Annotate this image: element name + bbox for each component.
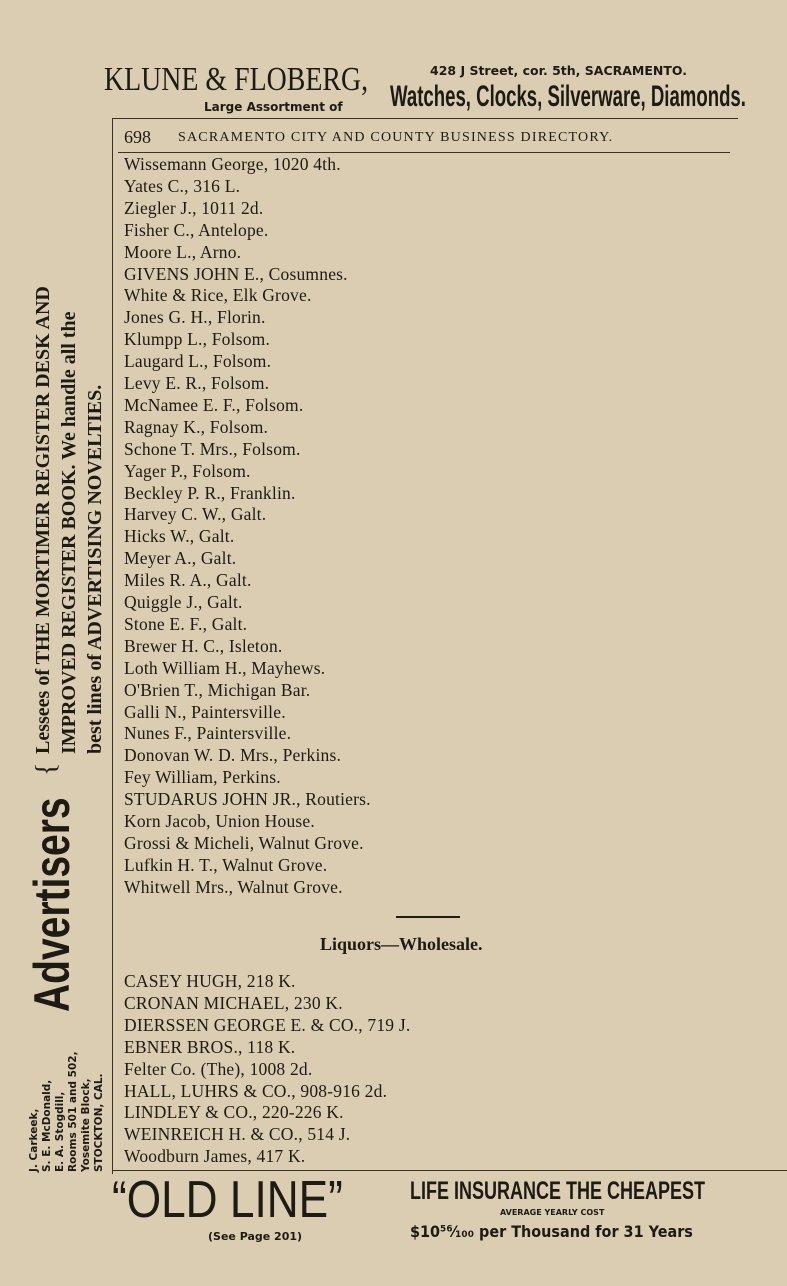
directory-entry: Nunes F., Paintersville. — [124, 723, 292, 744]
directory-entry: Yager P., Folsom. — [124, 460, 251, 481]
side-ad-big-text: Advertisers — [24, 797, 80, 1012]
directory-entry: Galli N., Paintersville. — [124, 701, 286, 722]
directory-entry: Harvey C. W., Galt. — [124, 504, 267, 525]
insurance-tagline: LIFE INSURANCE THE CHEAPEST — [410, 1177, 706, 1205]
side-ad-text — [30, 114, 108, 754]
ad-goods: Watches, Clocks, Silverware, Diamonds. — [390, 80, 746, 113]
directory-entry: Meyer A., Galt. — [124, 548, 237, 569]
directory-entry: Laugard L., Folsom. — [124, 351, 272, 372]
side-ad-line1: Lessees of THE MORTIMER REGISTER DESK AND — [32, 286, 54, 754]
side-name: S. E. McDonald, — [41, 1079, 53, 1172]
side-name: STOCKTON, CAL. — [93, 1073, 105, 1172]
directory-entry: Schone T. Mrs., Folsom. — [124, 438, 301, 459]
ad-name: KLUNE & FLOBERG, — [104, 61, 369, 98]
directory-entry: Fey William, Perkins. — [124, 767, 281, 788]
ad-sub: Large Assortment of — [204, 100, 343, 114]
directory-entry: McNamee E. F., Folsom. — [124, 394, 304, 415]
directory-entry: Hicks W., Galt. — [124, 526, 235, 547]
section-heading: Liquors—Wholesale. — [320, 934, 483, 954]
directory-entry: Jones G. H., Florin. — [124, 307, 266, 328]
liquor-entry: Felter Co. (The), 1008 2d. — [124, 1058, 313, 1079]
directory-entry: Stone E. F., Galt. — [124, 613, 248, 634]
side-ad-line3: best lines of ADVERTISING NOVELTIES. — [84, 384, 106, 754]
directory-entry: Whitwell Mrs., Walnut Grove. — [124, 876, 343, 897]
directory-entry: Levy E. R., Folsom. — [124, 373, 270, 393]
liquor-entry: CRONAN MICHAEL, 230 K. — [124, 992, 343, 1013]
page-number: 698 — [124, 127, 151, 147]
directory-entry: Loth William H., Mayhews. — [124, 657, 326, 678]
directory-entry: O'Brien T., Michigan Bar. — [124, 679, 311, 700]
directory-entry: Ziegler J., 1011 2d. — [124, 197, 264, 218]
directory-entry: Beckley P. R., Franklin. — [124, 482, 296, 503]
directory-entry: Ragnay K., Folsom. — [124, 416, 269, 437]
directory-entry: STUDARUS JOHN JR., Routiers. — [124, 789, 371, 810]
liquor-entry: Woodburn James, 417 K. — [124, 1146, 306, 1167]
liquor-entry: LINDLEY & CO., 220-226 K. — [124, 1102, 344, 1123]
page-title: SACRAMENTO CITY AND COUNTY BUSINESS DIRECTORY. — [178, 130, 614, 145]
directory-entry: Wissemann George, 1020 4th. — [124, 154, 341, 174]
directory-entry: Grossi & Micheli, Walnut Grove. — [124, 832, 364, 853]
section-divider — [396, 916, 460, 918]
directory-entry: Moore L., Arno. — [124, 241, 242, 262]
directory-entry: Donovan W. D. Mrs., Perkins. — [124, 745, 342, 766]
side-name: Yosemite Block, — [80, 1078, 92, 1172]
header-rule — [118, 152, 730, 153]
directory-entry: Korn Jacob, Union House. — [124, 811, 315, 831]
side-ad-brace: { — [31, 762, 62, 776]
side-name: E. A. Stogdill, — [54, 1091, 66, 1172]
directory-entry: Quiggle J., Galt. — [124, 592, 243, 612]
cost-text: $10⁵⁶⁄₁₀₀ per Thousand for 31 Years — [410, 1222, 693, 1241]
side-ad-names — [28, 1032, 106, 1172]
ad-address: 428 J Street, cor. 5th, SACRAMENTO. — [430, 63, 687, 78]
directory-entry: White & Rice, Elk Grove. — [124, 285, 312, 306]
liquor-entry: DIERSSEN GEORGE E. & CO., 719 J. — [124, 1014, 411, 1035]
directory-entry: GIVENS JOHN E., Cosumnes. — [124, 263, 348, 284]
average-cost-label: AVERAGE YEARLY COST — [500, 1208, 605, 1217]
directory-entry: Miles R. A., Galt. — [124, 570, 252, 591]
liquor-entry: EBNER BROS., 118 K. — [124, 1036, 296, 1057]
directory-entry: Klumpp L., Folsom. — [124, 329, 271, 350]
side-name: J. Carkeek, — [28, 1108, 40, 1172]
old-line-brand: “OLD LINE” — [112, 1171, 343, 1229]
directory-entry: Fisher C., Antelope. — [124, 219, 269, 240]
side-name: Rooms 501 and 502, — [67, 1051, 79, 1172]
see-page: (See Page 201) — [208, 1230, 303, 1243]
liquor-entry: CASEY HUGH, 218 K. — [124, 971, 296, 991]
side-ad-big — [26, 780, 78, 1012]
side-ad-line2: IMPROVED REGISTER BOOK. We handle all the — [58, 311, 80, 754]
liquor-entry: HALL, LUHRS & CO., 908-916 2d. — [124, 1080, 388, 1101]
directory-entry: Yates C., 316 L. — [124, 175, 241, 196]
directory-entry: Brewer H. C., Isleton. — [124, 635, 283, 656]
directory-entry: Lufkin H. T., Walnut Grove. — [124, 854, 328, 875]
liquor-entry: WEINREICH H. & CO., 514 J. — [124, 1124, 351, 1145]
